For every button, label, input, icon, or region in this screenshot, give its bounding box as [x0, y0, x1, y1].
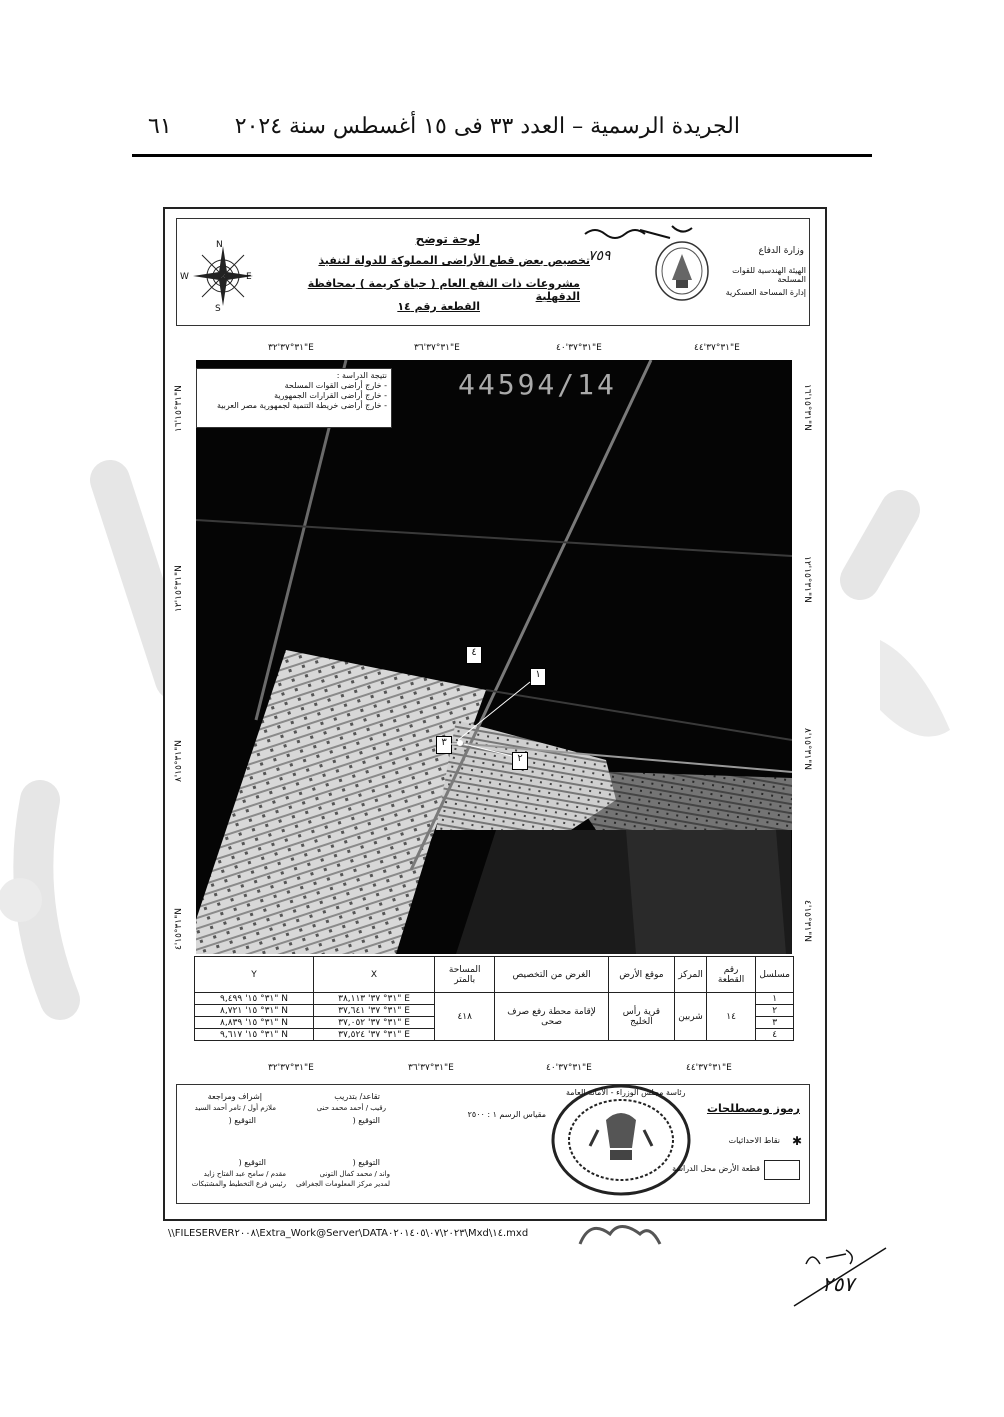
top-coord-4: ٣١°٣٧'٤٤"E — [694, 343, 740, 353]
compass-west-label: W — [180, 272, 189, 282]
head2-name: واند / محمد كمال التونى — [319, 1170, 390, 1178]
cell-y: ٣١° ١٥' ٩,٤٩٩" N — [195, 993, 314, 1005]
supervision-label: إشراف ومراجعة — [207, 1092, 262, 1101]
col-plot-number: رقم القطعة — [706, 957, 755, 993]
cabinet-seal-icon — [548, 1080, 694, 1198]
gazette-header-title: الجريدة الرسمية – العدد ٣٣ فى ١٥ أغسطس سنة ٢٠٢٤ — [234, 114, 740, 139]
seal-text: رئاسة مجلس الوزراء - الأمانة العامة — [566, 1088, 686, 1097]
cell-x: ٣١° ٣٧' ٣٨,١١٣" E — [314, 993, 435, 1005]
right-coord-1: ٣١°١٥'١٦"N — [802, 384, 812, 431]
symbols-title: رموز ومصطلحات — [706, 1102, 800, 1115]
point-label-3: ٣ — [436, 736, 452, 754]
map-scale: مقياس الرسم ١ : ٢٥٠٠ — [467, 1110, 546, 1119]
legend-item-1: - خارج أراضى القوات المسلحة — [284, 381, 387, 390]
plot-coordinates-table-wrapper — [194, 956, 794, 1041]
col-area: المساحة بالمتر — [435, 957, 495, 993]
point-label-1: ١ — [530, 668, 546, 686]
cell-serial: ١ — [756, 993, 794, 1005]
plate-stamp-number: 44594/14 — [458, 368, 617, 401]
file-path: \\FILESERVER٢٠٠٨\Extra_Work@Server\DATA٢٠٢٣\٠٧\٠٢٠١٤٠٥\Mxd\١٤.mxd — [168, 1228, 529, 1239]
supervisor-signature: التوقيع ( — [228, 1116, 256, 1125]
title-line-1: تخصيص بعض قطع الأراضى المملوكة للدولة لتنفيذ — [318, 254, 590, 267]
ministry-line-1: وزارة الدفاع — [758, 246, 804, 256]
bottom-coord-3: ٣١°٣٧'٤٠"E — [546, 1063, 592, 1073]
stamp-fragment-icon — [570, 1214, 670, 1254]
ministry-line-2: الهيئة الهندسية للقوات المسلحة — [732, 266, 806, 284]
title-line-3: القطعة رقم ١٤ — [397, 300, 480, 313]
handwritten-reference: ٧٥٩ — [588, 248, 611, 264]
left-coord-1: ٣١°١٥'١٦"N — [174, 385, 184, 432]
cell-location: قرية رأس الخليج — [608, 993, 675, 1041]
cell-x: ٣١° ٣٧' ٣٧,٠٥٢" E — [314, 1017, 435, 1029]
plate-title: لوحة توضح — [415, 232, 480, 246]
top-coord-1: ٣١°٣٧'٣٢"E — [268, 343, 314, 353]
left-coord-4: ٣١°١٥'٤"N — [174, 907, 184, 950]
bottom-coord-1: ٣١°٣٧'٣٢"E — [268, 1063, 314, 1073]
ministry-line-3: إدارة المساحة العسكرية — [725, 288, 806, 297]
cell-purpose: لإقامة محطة رفع صرف صحى — [495, 993, 608, 1041]
cell-y: ٣١° ١٥' ٨,٧٢١" N — [195, 1005, 314, 1017]
parcel-symbol-box — [764, 1160, 800, 1180]
col-y: Y — [195, 957, 314, 993]
right-coord-3: ٣١°١٥'٨"N — [802, 728, 812, 771]
point-symbol-icon: ✱ — [792, 1134, 803, 1148]
cell-y: ٣١° ١٥' ٨,٨٣٩" N — [195, 1017, 314, 1029]
supervisor-name: ملازم أول / تامر أحمد السيد — [194, 1104, 276, 1112]
top-coord-3: ٣١°٣٧'٤٠"E — [556, 343, 602, 353]
header-rule — [132, 154, 872, 157]
point-leader-lines — [196, 360, 792, 954]
cell-x: ٣١° ٣٧' ٣٧,٥٢٤" E — [314, 1029, 435, 1041]
left-coord-2: ٣١°١٥'١٢"N — [174, 565, 184, 612]
legend-item-2: - خارج أراضى القرارات الجمهورية — [274, 391, 387, 400]
cell-plot-number: ١٤ — [706, 993, 755, 1041]
point-label-4: ٤ — [466, 646, 482, 664]
page-number: ٦١ — [148, 114, 172, 139]
head2-signature: التوقيع ( — [352, 1158, 380, 1167]
cell-serial: ٤ — [756, 1029, 794, 1041]
cell-x: ٣١° ٣٧' ٣٧,٦٤١" E — [314, 1005, 435, 1017]
head1-signature: التوقيع ( — [238, 1158, 266, 1167]
point-label-2: ٢ — [512, 752, 528, 770]
head1-name: مقدم / سامح عبد الفتاح زايد — [203, 1170, 286, 1178]
cell-y: ٣١° ١٥' ٩,٦١٧" N — [195, 1029, 314, 1041]
military-survey-emblem — [654, 240, 710, 302]
head2-role: لمدير مركز المعلومات الجغرافى — [295, 1180, 390, 1188]
right-coord-2: ٣١°١٥'١٢"N — [802, 556, 812, 603]
preparer-name: رقيب / أحمد محمد حنى — [316, 1104, 386, 1112]
preparer-signature: التوقيع ( — [352, 1116, 380, 1125]
left-coord-3: ٣١°١٥'٨"N — [174, 739, 184, 782]
prepared-label: تقاعد/ بتدريب — [334, 1092, 380, 1101]
compass-north-label: N — [216, 240, 223, 250]
symbol-point-label: نقاط الاحداثيات — [728, 1136, 780, 1145]
handwritten-note: ٢٥٧ — [822, 1272, 855, 1296]
compass-south-label: S — [215, 304, 221, 314]
col-purpose: الغرض من التخصيص — [495, 957, 608, 993]
col-serial: مسلسل — [756, 957, 794, 993]
cell-center: شربين — [675, 993, 707, 1041]
bottom-coord-4: ٣١°٣٧'٤٤"E — [686, 1063, 732, 1073]
cell-serial: ٣ — [756, 1017, 794, 1029]
col-center: المركز — [675, 957, 707, 993]
title-line-2: مشروعات ذات النفع العام ( حياة كريمة ) بمحافظة الدقهلية — [307, 277, 580, 303]
col-location: موقع الأرض — [608, 957, 675, 993]
legend-item-3: - خارج أراضى خريطة التنمية لجمهورية مصر العربية — [216, 401, 387, 410]
cell-area: ٤١٨ — [435, 993, 495, 1041]
right-coord-4: ٣١°١٥'٤"N — [802, 900, 812, 943]
top-coord-2: ٣١°٣٧'٣٦"E — [414, 343, 460, 353]
cell-serial: ٢ — [756, 1005, 794, 1017]
symbol-parcel-label: قطعة الأرض محل الدراسة — [672, 1164, 760, 1173]
satellite-image — [196, 360, 792, 954]
bottom-coord-2: ٣١°٣٧'٣٦"E — [408, 1063, 454, 1073]
legend-title: نتيجة الدراسة : — [336, 371, 387, 380]
plot-coordinates-table — [194, 956, 794, 1041]
head1-role: رئيس فرع التخطيط والمشتبكات — [191, 1180, 286, 1188]
col-x: X — [314, 957, 435, 993]
table-row — [195, 993, 794, 1005]
compass-east-label: E — [246, 272, 252, 282]
